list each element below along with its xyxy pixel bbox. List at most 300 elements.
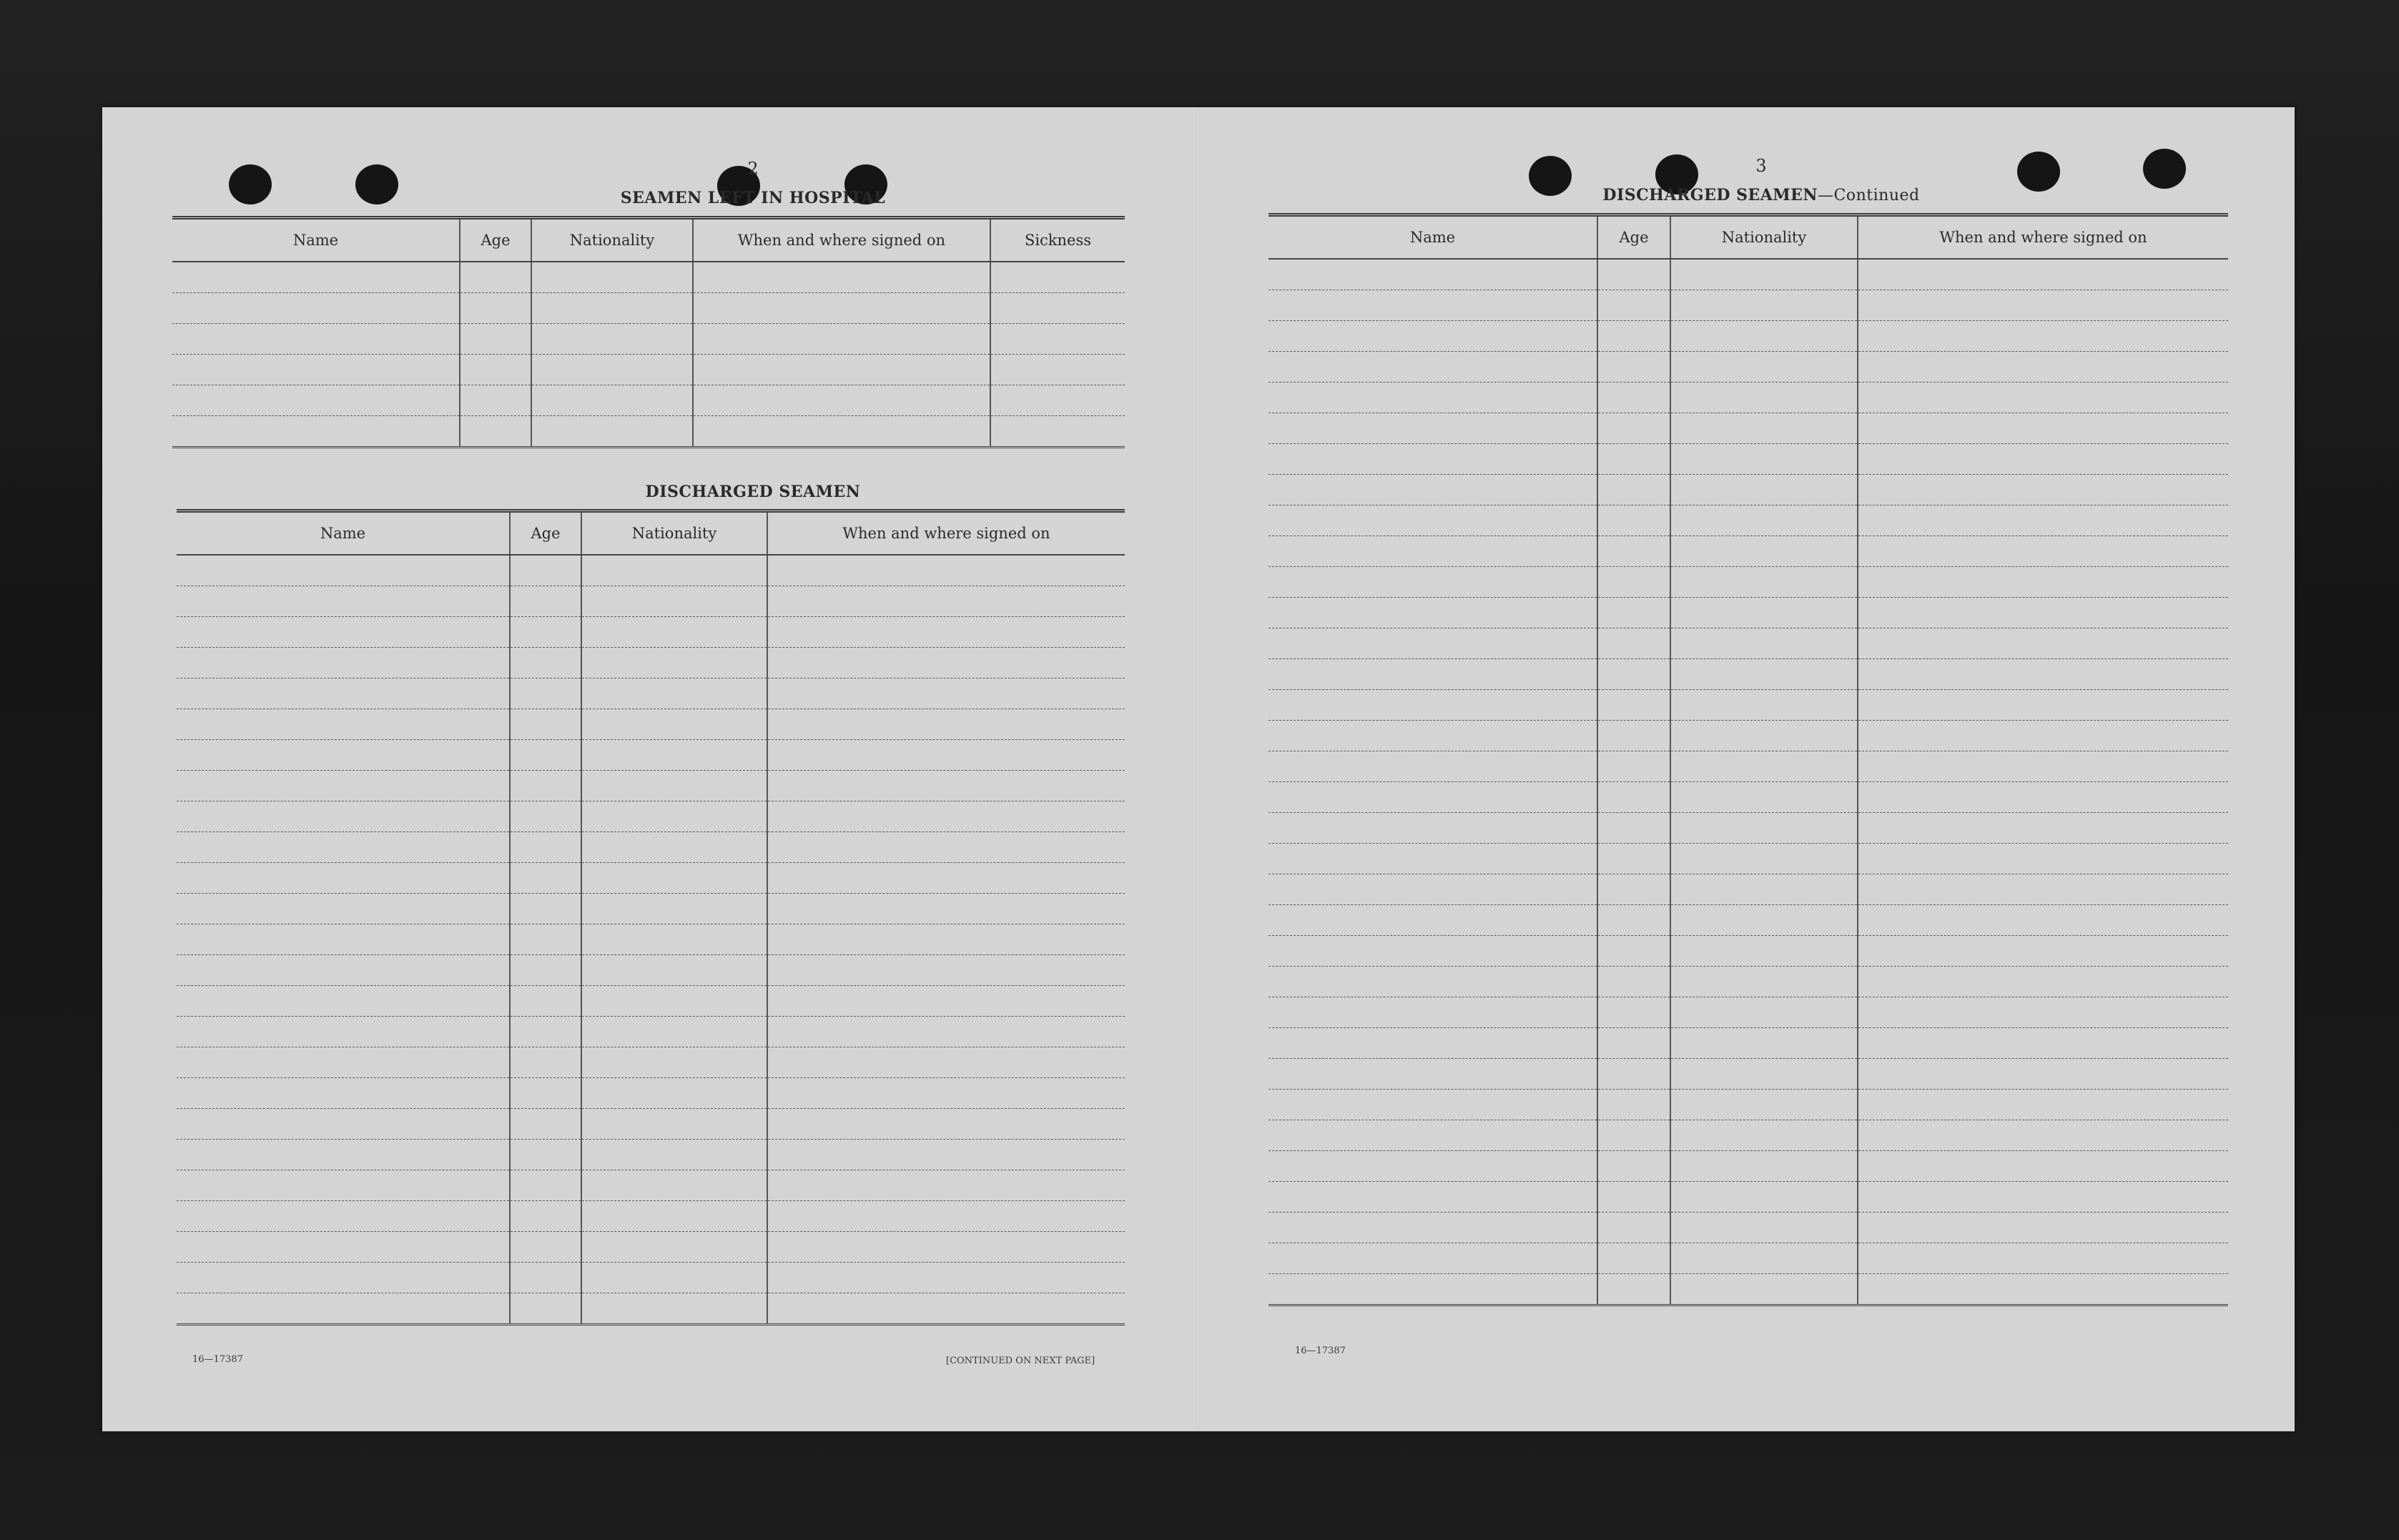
table-cell [510, 955, 581, 986]
table-cell [581, 1109, 767, 1140]
table-cell [1597, 413, 1670, 444]
table-cell [581, 586, 767, 617]
table-cell [172, 385, 460, 416]
table-cell [1597, 751, 1670, 782]
table-cell [510, 648, 581, 678]
table-cell [172, 293, 460, 324]
table-row [1269, 1243, 2228, 1274]
table-header-row [177, 511, 1125, 556]
table-row [1269, 290, 2228, 321]
table-cell [177, 832, 510, 863]
table-cell [1858, 628, 2228, 659]
discharged-title-text: DISCHARGED SEAMEN [1602, 186, 1818, 204]
table-row [172, 385, 1125, 416]
table-row [177, 709, 1125, 740]
table-cell [172, 355, 460, 385]
table-cell [1670, 844, 1858, 874]
table-cell [581, 924, 767, 955]
table-cell [1597, 444, 1670, 475]
table-row [1269, 321, 2228, 352]
table-cell [510, 678, 581, 709]
column-header-signed-on: When and where signed on [767, 511, 1125, 556]
column-header-name: Name [172, 218, 460, 262]
table-cell [177, 1047, 510, 1078]
table-row [1269, 1120, 2228, 1151]
table-row [177, 1017, 1125, 1047]
table-row [1269, 352, 2228, 382]
table-cell [510, 894, 581, 924]
table-row [1269, 1213, 2228, 1243]
table-cell [1269, 598, 1597, 628]
table-row [1269, 536, 2228, 567]
table-cell [693, 262, 990, 293]
table-cell [1269, 382, 1597, 413]
table-cell [531, 324, 693, 355]
table-row [177, 801, 1125, 832]
table-cell [1858, 721, 2228, 751]
table-cell [177, 1263, 510, 1293]
table-cell [767, 986, 1125, 1017]
table-cell [531, 293, 693, 324]
table-row [1269, 1090, 2228, 1120]
table-cell [581, 955, 767, 986]
table-cell [990, 355, 1125, 385]
table-cell [581, 1140, 767, 1170]
column-header-signed-on: When and where signed on [1858, 215, 2228, 260]
table-cell [177, 1201, 510, 1232]
column-header-name: Name [1269, 215, 1597, 260]
table-cell [1597, 628, 1670, 659]
table-row [177, 863, 1125, 894]
table-cell [1269, 721, 1597, 751]
table-cell [510, 709, 581, 740]
table-cell [1670, 321, 1858, 352]
table-cell [1858, 1182, 2228, 1213]
table-row [177, 894, 1125, 924]
table-cell [1269, 1090, 1597, 1120]
table-cell [1858, 813, 2228, 844]
table-cell [1597, 536, 1670, 567]
table-row [1269, 905, 2228, 936]
table-cell [1670, 905, 1858, 936]
table-cell [531, 262, 693, 293]
table-cell [1858, 259, 2228, 290]
table-cell [172, 416, 460, 448]
table-row [1269, 721, 2228, 751]
table-cell [1858, 1059, 2228, 1090]
center-fold [1196, 107, 1199, 1431]
table-cell [1858, 352, 2228, 382]
table-cell [1597, 1151, 1670, 1182]
table-cell [510, 924, 581, 955]
table-cell [581, 709, 767, 740]
table-cell [1597, 721, 1670, 751]
column-header-nationality: Nationality [531, 218, 693, 262]
form-number-right: 16—17387 [1295, 1346, 1346, 1356]
table-cell [767, 1078, 1125, 1109]
table-row [172, 416, 1125, 448]
table-cell [1670, 874, 1858, 905]
table-cell [581, 1263, 767, 1293]
table-row [1269, 567, 2228, 598]
table-cell [581, 801, 767, 832]
table-cell [1858, 413, 2228, 444]
table-cell [1269, 290, 1597, 321]
table-cell [1269, 1213, 1597, 1243]
table-cell [1670, 936, 1858, 967]
table-cell [531, 416, 693, 448]
table-cell [1858, 1120, 2228, 1151]
table-row [1269, 382, 2228, 413]
table-cell [510, 1201, 581, 1232]
table-cell [1858, 1090, 2228, 1120]
table-cell [510, 771, 581, 801]
table-cell [581, 1201, 767, 1232]
table-cell [1597, 1182, 1670, 1213]
table-cell [1858, 690, 2228, 721]
table-row [177, 771, 1125, 801]
table-cell [510, 617, 581, 648]
table-cell [177, 617, 510, 648]
table-cell [1670, 721, 1858, 751]
table-cell [177, 678, 510, 709]
table-cell [1269, 997, 1597, 1028]
table-cell [1269, 1120, 1597, 1151]
discharged-continued-table [1269, 213, 2228, 1306]
table-cell [1269, 813, 1597, 844]
table-row [1269, 259, 2228, 290]
table-cell [1858, 874, 2228, 905]
table-cell [1269, 444, 1597, 475]
table-row [1269, 413, 2228, 444]
table-cell [172, 262, 460, 293]
table-cell [510, 1017, 581, 1047]
table-cell [767, 863, 1125, 894]
table-cell [693, 355, 990, 385]
table-cell [177, 648, 510, 678]
table-cell [767, 832, 1125, 863]
table-cell [581, 1293, 767, 1325]
table-cell [693, 324, 990, 355]
table-cell [581, 648, 767, 678]
table-cell [177, 801, 510, 832]
table-cell [581, 678, 767, 709]
table-row [177, 832, 1125, 863]
table-cell [767, 1140, 1125, 1170]
discharged-section-title: DISCHARGED SEAMEN [645, 483, 861, 501]
table-cell [1858, 844, 2228, 874]
table-cell [1670, 598, 1858, 628]
table-row [1269, 690, 2228, 721]
table-cell [1858, 936, 2228, 967]
table-cell [693, 416, 990, 448]
table-row [177, 1140, 1125, 1170]
table-cell [990, 385, 1125, 416]
table-cell [767, 955, 1125, 986]
table-cell [767, 1017, 1125, 1047]
table-cell [990, 324, 1125, 355]
table-row [177, 986, 1125, 1017]
table-cell [1670, 475, 1858, 505]
hospital-table [172, 216, 1125, 448]
table-row [1269, 997, 2228, 1028]
table-cell [177, 986, 510, 1017]
table-cell [1269, 321, 1597, 352]
table-cell [510, 1078, 581, 1109]
table-cell [1858, 475, 2228, 505]
table-row [1269, 813, 2228, 844]
hospital-rows [172, 262, 1125, 448]
table-cell [510, 832, 581, 863]
table-cell [510, 1109, 581, 1140]
table-cell [581, 771, 767, 801]
continued-note: [CONTINUED ON NEXT PAGE] [946, 1356, 1095, 1366]
table-row [177, 1078, 1125, 1109]
table-row [1269, 1028, 2228, 1059]
table-row [177, 1047, 1125, 1078]
table-cell [510, 1047, 581, 1078]
column-header-age: Age [510, 511, 581, 556]
table-row [172, 262, 1125, 293]
table-cell [510, 1293, 581, 1325]
table-cell [767, 1232, 1125, 1263]
table-header-row [172, 218, 1125, 262]
table-cell [1670, 782, 1858, 813]
table-cell [1858, 1274, 2228, 1305]
table-row [1269, 1274, 2228, 1305]
table-cell [510, 863, 581, 894]
table-row [177, 740, 1125, 771]
table-cell [1670, 290, 1858, 321]
table-cell [1269, 844, 1597, 874]
table-cell [1269, 1243, 1597, 1274]
table-cell [460, 416, 531, 448]
table-cell [1597, 1028, 1670, 1059]
table-cell [581, 832, 767, 863]
table-cell [1269, 413, 1597, 444]
table-row [177, 555, 1125, 586]
table-cell [1670, 1090, 1858, 1120]
table-cell [1597, 321, 1670, 352]
table-cell [1597, 475, 1670, 505]
table-row [177, 1109, 1125, 1140]
table-cell [767, 1170, 1125, 1201]
table-cell [1858, 1213, 2228, 1243]
table-cell [1597, 382, 1670, 413]
page-number-left: 2 [747, 159, 759, 179]
table-cell [1269, 1151, 1597, 1182]
table-cell [531, 355, 693, 385]
table-row [1269, 659, 2228, 690]
table-cell [990, 293, 1125, 324]
table-cell [581, 1170, 767, 1201]
table-cell [510, 986, 581, 1017]
table-cell [1670, 1243, 1858, 1274]
table-cell [510, 740, 581, 771]
table-cell [460, 293, 531, 324]
table-cell [1670, 444, 1858, 475]
table-row [1269, 598, 2228, 628]
table-cell [460, 355, 531, 385]
table-cell [581, 740, 767, 771]
table-cell [1597, 352, 1670, 382]
table-cell [1269, 967, 1597, 997]
table-cell [767, 586, 1125, 617]
table-cell [1597, 936, 1670, 967]
table-cell [1670, 413, 1858, 444]
table-row [172, 355, 1125, 385]
table-cell [510, 1140, 581, 1170]
table-cell [1858, 444, 2228, 475]
continued-suffix: —Continued [1818, 187, 1920, 204]
table-cell [177, 1170, 510, 1201]
table-row [1269, 874, 2228, 905]
table-cell [767, 894, 1125, 924]
table-cell [1670, 628, 1858, 659]
table-cell [1670, 352, 1858, 382]
table-cell [1858, 598, 2228, 628]
table-cell [990, 416, 1125, 448]
table-cell [510, 801, 581, 832]
table-cell [1597, 1274, 1670, 1305]
table-cell [1670, 751, 1858, 782]
table-row [172, 324, 1125, 355]
table-cell [177, 1078, 510, 1109]
column-header-age: Age [1597, 215, 1670, 260]
table-cell [767, 924, 1125, 955]
table-cell [177, 1140, 510, 1170]
table-cell [581, 555, 767, 586]
table-cell [510, 586, 581, 617]
table-cell [1269, 782, 1597, 813]
table-cell [1670, 1213, 1858, 1243]
table-cell [581, 1232, 767, 1263]
table-cell [1269, 936, 1597, 967]
table-cell [510, 1170, 581, 1201]
table-cell [531, 385, 693, 416]
table-cell [460, 262, 531, 293]
table-cell [177, 955, 510, 986]
table-cell [172, 324, 460, 355]
table-row [1269, 1059, 2228, 1090]
table-cell [767, 617, 1125, 648]
table-cell [581, 1017, 767, 1047]
table-cell [1597, 690, 1670, 721]
table-cell [1269, 475, 1597, 505]
table-row [177, 1263, 1125, 1293]
table-cell [510, 555, 581, 586]
table-cell [1670, 813, 1858, 844]
table-cell [1269, 690, 1597, 721]
table-cell [693, 385, 990, 416]
table-row [1269, 936, 2228, 967]
table-cell [460, 324, 531, 355]
table-row [172, 293, 1125, 324]
table-row [177, 1293, 1125, 1325]
table-row [1269, 844, 2228, 874]
table-row [1269, 1151, 2228, 1182]
table-cell [1597, 1090, 1670, 1120]
column-header-age: Age [460, 218, 531, 262]
table-cell [581, 617, 767, 648]
table-row [177, 648, 1125, 678]
page-number-right: 3 [1755, 156, 1767, 176]
table-row [177, 1232, 1125, 1263]
table-cell [1670, 536, 1858, 567]
table-cell [1269, 352, 1597, 382]
table-row [1269, 444, 2228, 475]
table-row [1269, 628, 2228, 659]
document-spread [102, 107, 2295, 1431]
table-row [1269, 967, 2228, 997]
table-row [1269, 505, 2228, 536]
table-cell [1858, 536, 2228, 567]
table-cell [1670, 659, 1858, 690]
table-cell [177, 924, 510, 955]
table-row [177, 617, 1125, 648]
column-header-nationality: Nationality [1670, 215, 1858, 260]
table-cell [177, 863, 510, 894]
table-cell [1597, 259, 1670, 290]
table-cell [1597, 1243, 1670, 1274]
table-cell [1670, 1120, 1858, 1151]
table-cell [767, 1263, 1125, 1293]
form-number-left: 16—17387 [192, 1354, 243, 1365]
table-cell [1670, 1028, 1858, 1059]
column-header-signed-on: When and where signed on [693, 218, 990, 262]
table-row [1269, 751, 2228, 782]
table-cell [990, 262, 1125, 293]
table-cell [177, 771, 510, 801]
table-cell [1597, 967, 1670, 997]
table-row [177, 924, 1125, 955]
hospital-section-title: SEAMEN LEFT IN HOSPITAL [620, 189, 886, 207]
table-cell [767, 801, 1125, 832]
table-cell [1670, 259, 1858, 290]
table-cell [1670, 1274, 1858, 1305]
table-cell [1597, 567, 1670, 598]
table-cell [1597, 997, 1670, 1028]
table-cell [1858, 997, 2228, 1028]
table-cell [1269, 751, 1597, 782]
table-cell [1670, 1182, 1858, 1213]
table-cell [767, 709, 1125, 740]
table-cell [1597, 813, 1670, 844]
table-cell [767, 1047, 1125, 1078]
table-cell [767, 740, 1125, 771]
table-cell [177, 709, 510, 740]
table-cell [1597, 1213, 1670, 1243]
table-cell [177, 894, 510, 924]
table-cell [460, 385, 531, 416]
table-cell [1269, 1182, 1597, 1213]
table-cell [1858, 1151, 2228, 1182]
table-cell [581, 894, 767, 924]
table-cell [1597, 874, 1670, 905]
column-header-sickness: Sickness [990, 218, 1125, 262]
column-header-name: Name [177, 511, 510, 556]
table-cell [1670, 1151, 1858, 1182]
table-row [177, 678, 1125, 709]
table-cell [581, 1078, 767, 1109]
table-cell [1858, 751, 2228, 782]
table-cell [510, 1232, 581, 1263]
discharged-rows [177, 555, 1125, 1325]
table-cell [581, 986, 767, 1017]
table-row [177, 1201, 1125, 1232]
table-cell [1670, 505, 1858, 536]
discharged-continued-rows [1269, 259, 2228, 1305]
